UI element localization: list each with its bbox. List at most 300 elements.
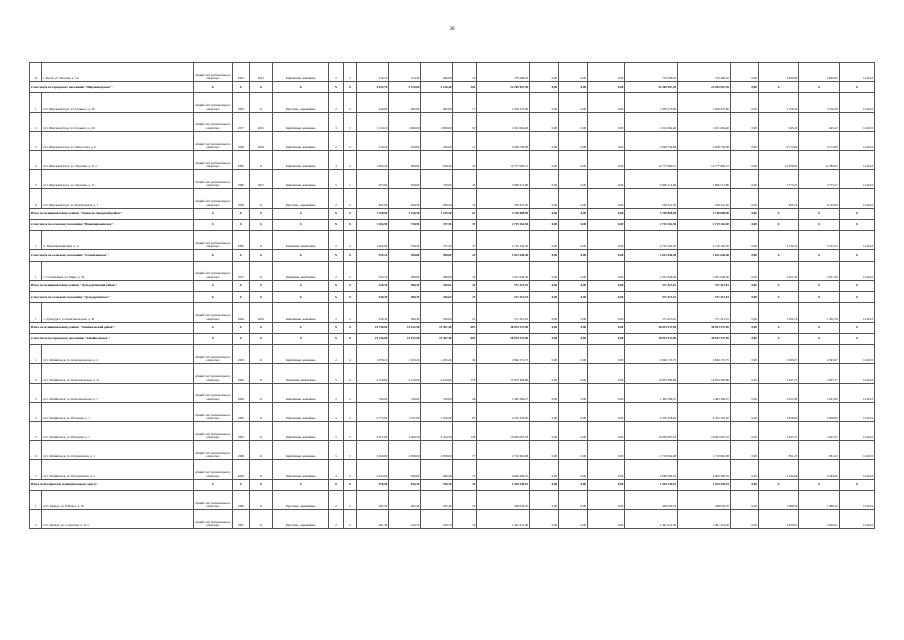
cell-residents: 129 [453, 422, 477, 441]
cell-floors: 5 [329, 422, 343, 441]
cell-f1: 0,00 [530, 231, 559, 250]
cell-entrances: 2 [343, 510, 356, 529]
cell-f7: X [758, 280, 798, 291]
cell-f5: 571 413,01 [678, 292, 731, 303]
cell-f6: 0,00 [730, 510, 758, 529]
cell-area-res: 4 014,60 [421, 364, 453, 383]
cell-material: Кирпичные, каменные [273, 131, 329, 150]
cell-f4: 2 719 162,50 [625, 219, 678, 230]
cell-f5: 1 491 214,49 [678, 510, 731, 529]
table-row [30, 460, 875, 479]
cell-fund: общий счет регионального оператора [193, 422, 232, 441]
cell-area-res: 639,20 [421, 189, 453, 208]
cell-area-res: 355,40 [421, 490, 453, 509]
cell-cost-total: 38 033 537,89 [477, 322, 530, 333]
cell-f2: 0,00 [559, 479, 588, 490]
cell-cost-total: 1 021 064,40 [477, 112, 530, 131]
cell-x: X [273, 479, 329, 490]
cell-entrances: 2 [343, 303, 356, 322]
cell-date: 12.2023 [839, 303, 874, 322]
cell-f3: 0,00 [588, 460, 625, 479]
cell-no: 1 [30, 231, 42, 250]
cell-f1: 0,00 [530, 460, 559, 479]
cell-f3: 0,00 [588, 322, 625, 333]
cell-f1: 0,00 [530, 131, 559, 150]
cell-f3: 0,00 [588, 170, 625, 189]
cell-date: 12.2023 [839, 490, 874, 509]
cell-year: 1992 [232, 364, 249, 383]
cell-fund: общий счет регионального оператора [193, 189, 232, 208]
cell-f4: 1 491 214,49 [625, 510, 678, 529]
cell-entrances: 2 [343, 93, 356, 112]
cell-f3: 0,00 [588, 82, 625, 93]
cell-cost-total: 571 413,01 [477, 292, 530, 303]
cell-area-res: 737,50 [421, 219, 453, 230]
cell-x: X [329, 250, 343, 261]
cell-f6: 0,00 [730, 151, 758, 170]
cell-f6: 0,00 [730, 479, 758, 490]
cell-entrances: 2 [343, 189, 356, 208]
cell-f1: 0,00 [530, 261, 559, 280]
cell-f4: 1 021 646,40 [625, 250, 678, 261]
cell-f6: 0,00 [730, 231, 758, 250]
cell-address: пгт. Забайкальск, ул. Нагорная, д. 1 [42, 402, 193, 421]
cell-f8: X [799, 82, 839, 93]
cell-f3: 0,00 [588, 479, 625, 490]
cell-fund: общий счет регионального оператора [193, 151, 232, 170]
cell-yr2: X [249, 345, 273, 364]
cell-address: пгт. Шерловая Гора, ул. Торговая, д. 17 [42, 170, 193, 189]
cell-f6: 0,00 [730, 422, 758, 441]
cell-x: X [343, 219, 356, 230]
cell-year: 1961 [232, 63, 249, 82]
cell-date: 12.2023 [839, 460, 874, 479]
cell-x: X [343, 208, 356, 219]
cell-f2: 0,00 [559, 219, 588, 230]
cell-f8: 6 132,09 [799, 189, 839, 208]
cell-f8: X [799, 280, 839, 291]
cell-no: 31 [30, 63, 42, 82]
cell-no: 1 [30, 303, 42, 322]
cell-f5: 1 950 275,90 [678, 93, 731, 112]
cell-area-total: 555,10 [357, 261, 389, 280]
cell-area-living: 740,00 [389, 383, 421, 402]
subtotal-label: в том числе по сельскому поселению "Дульдургинское": [30, 292, 194, 303]
cell-x: X [193, 219, 232, 230]
cell-address: пгт. Забайкальск, ул. Пограничная, д. 2 [42, 460, 193, 479]
cell-f7: 3 047,27 [758, 364, 798, 383]
cell-area-total: 973,60 [357, 170, 389, 189]
cell-f1: 0,00 [530, 280, 559, 291]
cell-f7: 4 344,66 [758, 460, 798, 479]
cell-entrances: 2 [343, 261, 356, 280]
table-row [30, 383, 875, 402]
cell-area-res: 737,50 [421, 231, 453, 250]
cell-no: 1 [30, 490, 42, 509]
cell-f1: 0,00 [530, 322, 559, 333]
cell-area-res: 498,00 [421, 250, 453, 261]
cell-f4: 12 777 060,15 [625, 151, 678, 170]
subtotal-label: Итого по Каларскому муниципальному округу: [30, 479, 194, 490]
cell-x: X [249, 292, 273, 303]
cell-floors: 5 [329, 170, 343, 189]
cell-f1: 0,00 [530, 208, 559, 219]
cell-f7: X [758, 208, 798, 219]
cell-date: 12.2023 [839, 231, 874, 250]
cell-area-total: 519,20 [357, 131, 389, 150]
cell-f2: 0,00 [559, 441, 588, 460]
cell-f6: 0,00 [730, 219, 758, 230]
cell-f4: 3 096 514,86 [625, 170, 678, 189]
cell-address: пгт. Забайкальск, ул. Комсомольская, д. 7 [42, 383, 193, 402]
cell-area-living: 728,50 [389, 231, 421, 250]
cell-x: X [273, 219, 329, 230]
cell-f7: 3 773,27 [758, 170, 798, 189]
cell-f5: 571 413,01 [678, 303, 731, 322]
cell-f7: 5 126,30 [758, 93, 798, 112]
cell-yr2: X [249, 189, 273, 208]
cell-f7: X [758, 322, 798, 333]
cell-f2: 0,00 [559, 63, 588, 82]
cell-no: 2 [30, 112, 42, 131]
cell-f7: 3 732,55 [758, 231, 798, 250]
cell-f8: X [799, 219, 839, 230]
cell-f8: 3 773,27 [799, 170, 839, 189]
cell-entrances: 2 [343, 490, 356, 509]
cell-cost-total: 1 929 249,19 [477, 479, 530, 490]
cell-f3: 0,00 [588, 510, 625, 529]
cell-fund: общий счет регионального оператора [193, 510, 232, 529]
cell-f7: 945,43 [758, 112, 798, 131]
cell-area-total: 430,30 [357, 292, 389, 303]
cell-cost-total: 1 491 214,49 [477, 510, 530, 529]
subtotal-label: Итого по муниципальному району "Газимуро-Заводский район": [30, 208, 194, 219]
cell-f1: 0,00 [530, 93, 559, 112]
cell-yr2: 2019 [249, 131, 273, 150]
cell-entrances: 1 [343, 63, 356, 82]
cell-f2: 0,00 [559, 510, 588, 529]
cell-f8: 4 344,66 [799, 460, 839, 479]
cell-date: X [839, 219, 874, 230]
cell-area-res: 356,64 [421, 280, 453, 291]
cell-x: X [232, 208, 249, 219]
cell-area-living: 459,00 [389, 131, 421, 150]
cell-area-total: 1 760,00 [357, 208, 389, 219]
cell-date: X [839, 322, 874, 333]
cell-area-living: 3 499,20 [389, 422, 421, 441]
cell-f3: 0,00 [588, 261, 625, 280]
cell-f5: 12 853 384,86 [678, 364, 731, 383]
page-number: 30 [449, 27, 455, 32]
cell-entrances: 3 [343, 441, 356, 460]
cell-f1: 0,00 [530, 510, 559, 529]
cell-f6: 0,00 [730, 261, 758, 280]
subtotal-row [30, 479, 875, 490]
cell-f8: 2 840,00 [799, 63, 839, 82]
cell-f7: X [758, 82, 798, 93]
cell-f7: 1 502,18 [758, 303, 798, 322]
cell-f6: 0,00 [730, 333, 758, 344]
cell-x: X [343, 280, 356, 291]
cell-date: 12.2023 [839, 345, 874, 364]
cell-material: Брусовые, деревянные [273, 510, 329, 529]
cell-area-living: 410,70 [389, 510, 421, 529]
cell-x: X [343, 82, 356, 93]
cell-f6: 0,00 [730, 63, 758, 82]
cell-f7: X [758, 219, 798, 230]
cell-yr2: X [249, 93, 273, 112]
cell-floors: 2 [329, 345, 343, 364]
cell-entrances: 4 [343, 345, 356, 364]
cell-date: 12.2023 [839, 422, 874, 441]
cell-date: X [839, 479, 874, 490]
cell-f1: 0,00 [530, 333, 559, 344]
cell-f6: 0,00 [730, 170, 758, 189]
cell-area-living: 1 000,00 [389, 112, 421, 131]
cell-year: 1969 [232, 383, 249, 402]
cell-area-res: 13 307,40 [421, 322, 453, 333]
subtotal-row [30, 322, 875, 333]
cell-f1: 0,00 [530, 422, 559, 441]
cell-f2: 0,00 [559, 231, 588, 250]
cell-f5: 3 096 514,86 [678, 170, 731, 189]
cell-area-res: 498,00 [421, 261, 453, 280]
cell-f3: 0,00 [588, 422, 625, 441]
cell-f4: 571 413,01 [625, 303, 678, 322]
cell-area-living: 382,00 [389, 93, 421, 112]
cell-f8: 831,23 [799, 441, 839, 460]
cell-f4: 12 853 384,86 [625, 364, 678, 383]
cell-x: X [232, 322, 249, 333]
cell-f4: 2 028 730,98 [625, 131, 678, 150]
cell-f2: 0,00 [559, 345, 588, 364]
cell-f2: 0,00 [559, 261, 588, 280]
cell-area-total: 2 775,00 [357, 402, 389, 421]
cell-f1: 0,00 [530, 292, 559, 303]
cell-f5: 4 069 286,55 [678, 460, 731, 479]
cell-x: X [232, 333, 249, 344]
cell-f2: 0,00 [559, 402, 588, 421]
table-row [30, 303, 875, 322]
cell-f6: 0,00 [730, 303, 758, 322]
cell-material: Кирпичные, каменные [273, 422, 329, 441]
cell-f1: 0,00 [530, 364, 559, 383]
cell-f7: 1 080,50 [758, 490, 798, 509]
cell-area-total: 19 746,00 [357, 333, 389, 344]
cell-material: Кирпичные, каменные [273, 151, 329, 170]
cell-date: 12.2023 [839, 402, 874, 421]
cell-residents: 603 [453, 333, 477, 344]
cell-f1: 0,00 [530, 151, 559, 170]
cell-fund: общий счет регионального оператора [193, 231, 232, 250]
cell-cost-total: 12 853 384,86 [477, 364, 530, 383]
cell-residents: 17 [453, 93, 477, 112]
cell-f3: 0,00 [588, 441, 625, 460]
cell-material: Каменные, кирпичные [273, 231, 329, 250]
cell-no: 2 [30, 510, 42, 529]
cell-f4: 538 321,20 [625, 189, 678, 208]
cell-residents: 50 [453, 112, 477, 131]
cell-date: 12.2023 [839, 189, 874, 208]
cell-f6: 0,00 [730, 490, 758, 509]
cell-residents: 24 [453, 250, 477, 261]
cell-fund: общий счет регионального оператора [193, 364, 232, 383]
cell-yr2: X [249, 261, 273, 280]
cell-year: 1995 [232, 422, 249, 441]
cell-cost-total: 571 413,01 [477, 303, 530, 322]
cell-area-res: 729,00 [421, 170, 453, 189]
cell-no: 6 [30, 441, 42, 460]
cell-material: Кирпичные, каменные [273, 63, 329, 82]
subtotal-row [30, 292, 875, 303]
cell-f5: 1 021 646,40 [678, 250, 731, 261]
cell-year: 1963 [232, 345, 249, 364]
cell-f5: 4 355 318,20 [678, 402, 731, 421]
cell-residents: 37 [453, 219, 477, 230]
cell-f2: 0,00 [559, 422, 588, 441]
cell-area-res: 459,00 [421, 131, 453, 150]
cell-material: Кирпичные, каменные [273, 460, 329, 479]
cell-area-total: 491,40 [357, 510, 389, 529]
cell-entrances: 2 [343, 131, 356, 150]
cell-f5: 3 740 808,90 [678, 208, 731, 219]
cell-f3: 0,00 [588, 131, 625, 150]
cell-residents: 45 [453, 170, 477, 189]
cell-f4: 4 069 286,55 [625, 460, 678, 479]
table-row [30, 231, 875, 250]
cell-f3: 0,00 [588, 402, 625, 421]
cell-f8: 5 126,30 [799, 93, 839, 112]
subtotal-row [30, 280, 875, 291]
cell-residents: 77 [453, 441, 477, 460]
cell-residents: 179 [453, 364, 477, 383]
cell-material: Кирпичные, каменные [273, 112, 329, 131]
cell-x: X [273, 208, 329, 219]
cell-residents: 603 [453, 322, 477, 333]
cell-f1: 0,00 [530, 82, 559, 93]
cell-floors: 5 [329, 402, 343, 421]
table-row [30, 345, 875, 364]
cell-f6: 0,00 [730, 112, 758, 131]
cell-cost-total: 1 950 275,90 [477, 93, 530, 112]
cell-entrances: 3 [343, 112, 356, 131]
cell-f4: 571 413,01 [625, 292, 678, 303]
cell-f2: 0,00 [559, 383, 588, 402]
cell-area-living: 728,50 [389, 219, 421, 230]
cell-f5: 38 033 537,89 [678, 322, 731, 333]
cell-residents: 34 [453, 345, 477, 364]
cell-f7: 2 021,06 [758, 383, 798, 402]
cell-year: 1963 [232, 93, 249, 112]
cell-f5: 779 296,02 [678, 63, 731, 82]
cell-area-living: 380,39 [389, 303, 421, 322]
cell-f5: 1 710 662,08 [678, 441, 731, 460]
cell-area-living: 999,00 [389, 151, 421, 170]
cell-f8: 945,43 [799, 112, 839, 131]
cell-f4: 1 950 275,90 [625, 93, 678, 112]
cell-no: 1 [30, 261, 42, 280]
cell-cost-total: 22 209 967,49 [477, 82, 530, 93]
cell-year: 1991 [232, 510, 249, 529]
cell-area-total: 796,00 [357, 383, 389, 402]
cell-f3: 0,00 [588, 63, 625, 82]
cell-cost-total: 2 846 172,75 [477, 345, 530, 364]
cell-x: X [193, 250, 232, 261]
cell-f7: X [758, 250, 798, 261]
cell-f6: 0,00 [730, 280, 758, 291]
cell-date: X [839, 333, 874, 344]
cell-f2: 0,00 [559, 189, 588, 208]
cell-date: X [839, 280, 874, 291]
cell-area-res: 1 235,50 [421, 208, 453, 219]
cell-floors: 2 [329, 131, 343, 150]
cell-f5: 538 321,20 [678, 189, 731, 208]
cell-f2: 0,00 [559, 250, 588, 261]
cell-address: с. Дульдурга, ул. Комсомольская, д. 30 [42, 303, 193, 322]
cell-area-living: 639,20 [389, 189, 421, 208]
cell-area-living: 380,39 [389, 292, 421, 303]
cell-f3: 0,00 [588, 231, 625, 250]
cell-floors: 3 [329, 112, 343, 131]
cell-f4: 779 296,02 [625, 63, 678, 82]
cell-cost-total: 4 069 286,55 [477, 460, 530, 479]
cell-x: X [249, 208, 273, 219]
cell-f1: 0,00 [530, 479, 559, 490]
cell-f2: 0,00 [559, 208, 588, 219]
table-row [30, 112, 875, 131]
cell-floors: 2 [329, 231, 343, 250]
cell-yr2: X [249, 402, 273, 421]
cell-date: X [839, 250, 874, 261]
cell-x: X [193, 280, 232, 291]
cell-area-living: 2 058,00 [389, 441, 421, 460]
cell-cost-total: 1 021 646,40 [477, 261, 530, 280]
cell-f4: 22 209 967,49 [625, 82, 678, 93]
cell-f1: 0,00 [530, 170, 559, 189]
cell-area-res: 640,40 [421, 460, 453, 479]
table-row [30, 261, 875, 280]
cell-area-living: 818,00 [389, 170, 421, 189]
cell-date: X [839, 82, 874, 93]
cell-material: Кирпичные, каменные [273, 170, 329, 189]
cell-date: 12.2023 [839, 131, 874, 150]
cell-fund: общий счет регионального оператора [193, 131, 232, 150]
cell-f8: 2 365,67 [799, 345, 839, 364]
cell-x: X [232, 82, 249, 93]
cell-x: X [273, 280, 329, 291]
cell-fund: общий счет регионального оператора [193, 93, 232, 112]
cell-yr2: 2022 [249, 303, 273, 322]
cell-area-res: 740,00 [421, 383, 453, 402]
cell-residents: 25 [453, 292, 477, 303]
table-row [30, 63, 875, 82]
cell-address: п. Новоширокинский, д. 11 [42, 231, 193, 250]
cell-x: X [343, 479, 356, 490]
cell-f2: 0,00 [559, 333, 588, 344]
cell-f4: 1 495 584,27 [625, 383, 678, 402]
cell-date: 12.2023 [839, 151, 874, 170]
cell-x: X [249, 322, 273, 333]
cell-cost-total: 571 413,01 [477, 280, 530, 291]
cell-f3: 0,00 [588, 383, 625, 402]
cell-area-res: 410,70 [421, 510, 453, 529]
cell-f1: 0,00 [530, 219, 559, 230]
cell-f3: 0,00 [588, 112, 625, 131]
cell-x: X [249, 250, 273, 261]
subtotal-label: в том числе по городскому поселению "Шерловогорское": [30, 82, 194, 93]
table-row [30, 490, 875, 509]
cell-material: Каменные, кирпичные [273, 261, 329, 280]
